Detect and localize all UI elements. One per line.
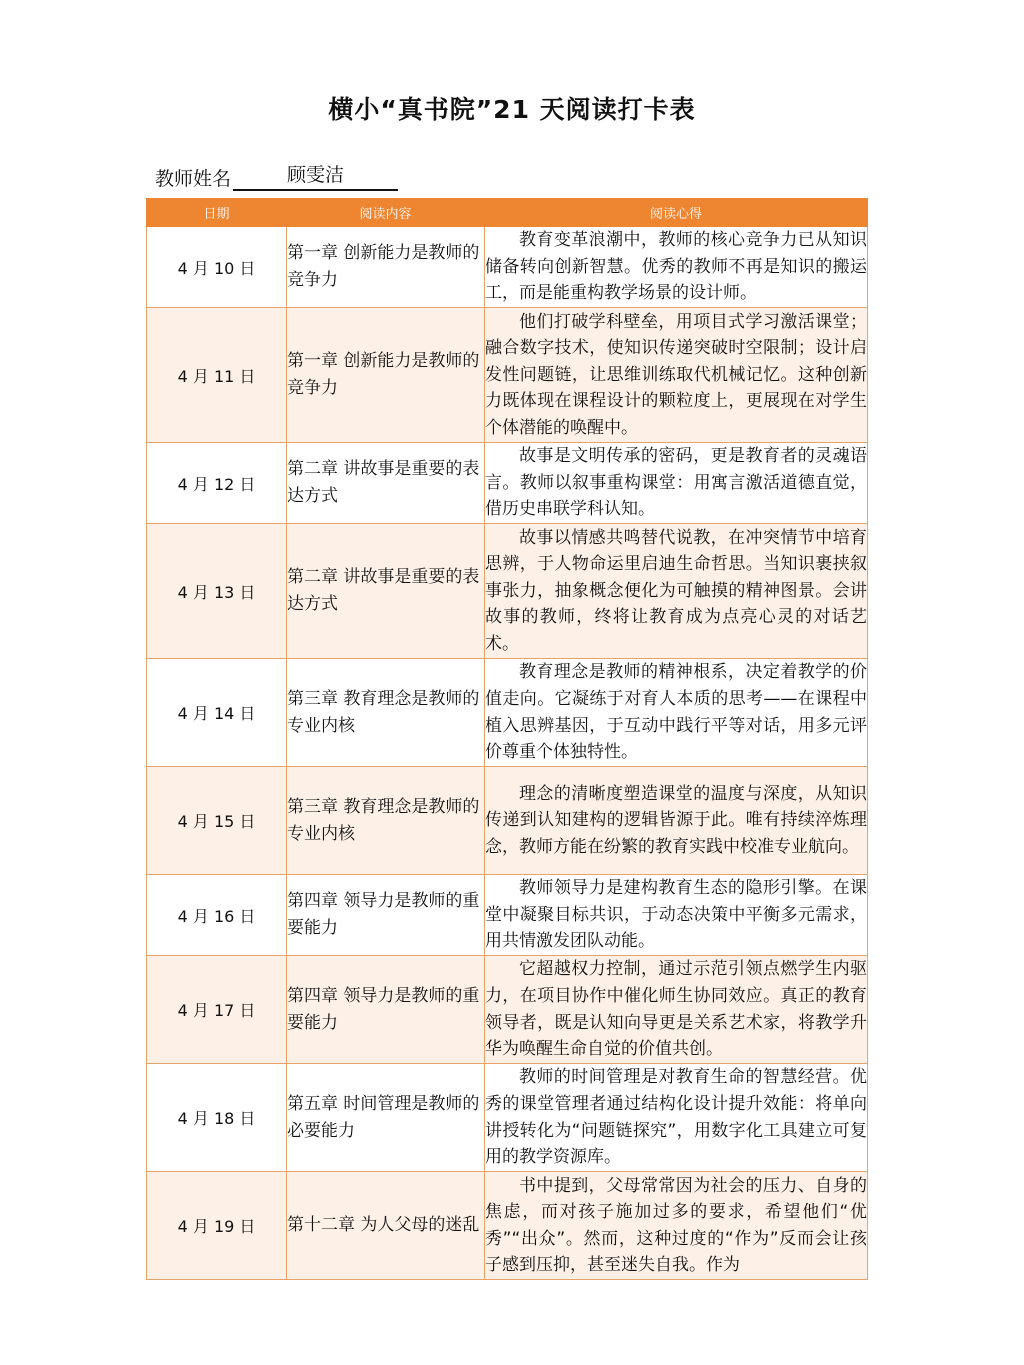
row-chapter: 第一章 创新能力是教师的竞争力 bbox=[287, 227, 485, 308]
header-content: 阅读内容 bbox=[287, 199, 485, 227]
table-row bbox=[147, 443, 868, 524]
row-date: 4 月 19 日 bbox=[147, 1172, 287, 1280]
row-date: 4 月 17 日 bbox=[147, 956, 287, 1064]
row-chapter: 第一章 创新能力是教师的竞争力 bbox=[287, 308, 485, 443]
header-notes: 阅读心得 bbox=[485, 199, 868, 227]
row-notes bbox=[485, 1172, 868, 1280]
table-row bbox=[147, 767, 868, 875]
row-chapter: 第十二章 为人父母的迷乱 bbox=[287, 1172, 485, 1280]
row-notes: 教师领导力是建构教育生态的隐形引擎。在课堂中凝聚目标共识，于动态决策中平衡多元需求，用共情激发团队动能。 bbox=[485, 875, 868, 956]
reading-log-table bbox=[146, 198, 868, 1280]
row-notes: 它超越权力控制，通过示范引领点燃学生内驱力，在项目协作中催化师生协同效应。真正的教育领导者，既是认知向导更是关系艺术家，将教学升华为唤醒生命自觉的价值共创。 bbox=[485, 956, 868, 1064]
row-chapter: 第五章 时间管理是教师的必要能力 bbox=[287, 1064, 485, 1172]
header-date: 日期 bbox=[147, 199, 287, 227]
table-row bbox=[147, 956, 868, 1064]
row-notes: 教师的时间管理是对教育生命的智慧经营。优秀的课堂管理者通过结构化设计提升效能：将单向讲授转化为“问题链探究”，用数字化工具建立可复用的教学资源库。 bbox=[485, 1064, 868, 1172]
row-date: 4 月 11 日 bbox=[147, 308, 287, 443]
teacher-name-row bbox=[155, 160, 398, 191]
row-notes: 教育理念是教师的精神根系，决定着教学的价值走向。它凝练于对育人本质的思考——在课程中植入思辨基因，于互动中践行平等对话，用多元评价尊重个体独特性。 bbox=[485, 659, 868, 767]
teacher-name-label: 教师姓名 bbox=[155, 168, 232, 190]
row-date: 4 月 15 日 bbox=[147, 767, 287, 875]
row-date: 4 月 13 日 bbox=[147, 524, 287, 659]
row-notes: 教育变革浪潮中，教师的核心竞争力已从知识储备转向创新智慧。优秀的教师不再是知识的搬运工，而是能重构教学场景的设计师。 bbox=[485, 227, 868, 308]
row-notes: 故事以情感共鸣替代说教，在冲突情节中培育思辨，于人物命运里启迪生命哲思。当知识裹挟叙事张力，抽象概念便化为可触摸的精神图景。会讲故事的教师，终将让教育成为点亮心灵的对话艺术。 bbox=[485, 524, 868, 659]
row-chapter: 第二章 讲故事是重要的表达方式 bbox=[287, 443, 485, 524]
page-title: 横小“真书院”21 天阅读打卡表 bbox=[328, 95, 696, 124]
row-date: 4 月 14 日 bbox=[147, 659, 287, 767]
row-chapter: 第三章 教育理念是教师的专业内核 bbox=[287, 767, 485, 875]
row-notes-text: 书中提到，父母常常因为社会的压力、自身的焦虑，而对孩子施加过多的要求，希望他们“优秀”“出众”。然而，这种过度的“作为”反而会让孩子感到压抑，甚至迷失自我。作为 bbox=[485, 1175, 867, 1276]
row-chapter: 第二章 讲故事是重要的表达方式 bbox=[287, 524, 485, 659]
row-date: 4 月 12 日 bbox=[147, 443, 287, 524]
table-row bbox=[147, 1064, 868, 1172]
table-row bbox=[147, 308, 868, 443]
table-row bbox=[147, 875, 868, 956]
table-row bbox=[147, 1172, 868, 1280]
table-header-row bbox=[147, 199, 868, 227]
table-row bbox=[147, 524, 868, 659]
row-notes: 他们打破学科壁垒，用项目式学习激活课堂；融合数字技术，使知识传递突破时空限制；设计启发性问题链，让思维训练取代机械记忆。这种创新力既体现在课程设计的颗粒度上，更展现在对学生个体潜能的唤醒中。 bbox=[485, 308, 868, 443]
row-date: 4 月 16 日 bbox=[147, 875, 287, 956]
row-notes: 理念的清晰度塑造课堂的温度与深度，从知识传递到认知建构的逻辑皆源于此。唯有持续淬炼理念，教师方能在纷繁的教育实践中校准专业航向。 bbox=[485, 767, 868, 875]
row-chapter: 第四章 领导力是教师的重要能力 bbox=[287, 956, 485, 1064]
row-date: 4 月 10 日 bbox=[147, 227, 287, 308]
table-row bbox=[147, 227, 868, 308]
table-row bbox=[147, 659, 868, 767]
row-chapter: 第三章 教育理念是教师的专业内核 bbox=[287, 659, 485, 767]
row-notes: 故事是文明传承的密码，更是教育者的灵魂语言。教师以叙事重构课堂：用寓言激活道德直觉，借历史串联学科认知。 bbox=[485, 443, 868, 524]
row-chapter: 第四章 领导力是教师的重要能力 bbox=[287, 875, 485, 956]
teacher-name-value: 顾雯洁 bbox=[233, 160, 398, 191]
row-date: 4 月 18 日 bbox=[147, 1064, 287, 1172]
